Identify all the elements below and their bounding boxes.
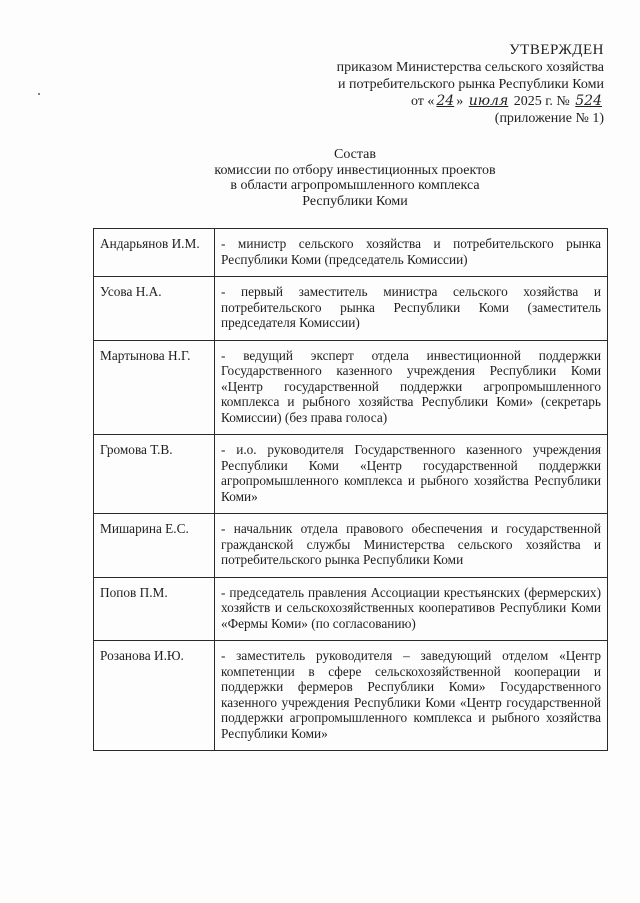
- table-row: [94, 277, 608, 341]
- member-name: Андарьянов И.М.: [94, 229, 215, 277]
- title-line-2: комиссии по отбору инвестиционных проектов: [214, 162, 496, 178]
- member-name: Попов П.М.: [94, 577, 215, 641]
- document-title: [150, 147, 560, 209]
- member-role: - ведущий эксперт отдела инвестиционной поддержки Государственного казенного учреждения Республики Коми «Центр государственной поддержки агропромышленного комплекса и рыбного хозяйства Республики Коми» (секретарь Комиссии) (без права голоса): [215, 340, 608, 435]
- table-row: [94, 514, 608, 578]
- member-role: - и.о. руководителя Государственного казенного учреждения Республики Коми «Центр государственной поддержки агропромышленного комплекса и рыбного хозяйства Республики Коми»: [215, 435, 608, 514]
- title-line-4: Республики Коми: [302, 193, 408, 209]
- order-date-line: [337, 93, 604, 110]
- date-day: 24: [436, 93, 455, 109]
- member-role: - министр сельского хозяйства и потребительского рынка Республики Коми (председатель Комиссии): [215, 229, 608, 277]
- table-row: [94, 340, 608, 435]
- title-line-1: Состав: [333, 147, 376, 162]
- table-row: [94, 641, 608, 751]
- date-year: 2025 г. №: [513, 94, 570, 109]
- title-line-3: в области агропромышленного комплекса: [230, 178, 480, 193]
- member-role: - первый заместитель министра сельского хозяйства и потребительского рынка Республики Коми (заместитель председателя Комиссии): [215, 277, 608, 341]
- appendix-label: (приложение № 1): [494, 111, 604, 126]
- member-name: Мишарина Е.С.: [94, 514, 215, 578]
- order-line-1: приказом Министерства сельского хозяйства: [336, 60, 604, 75]
- member-role: - председатель правления Ассоциации крестьянских (фермерских) хозяйств и сельскохозяйственных кооперативов Республики Коми «Фермы Коми» (по согласованию): [215, 577, 608, 641]
- table-row: [94, 229, 608, 277]
- member-role: - начальник отдела правового обеспечения и государственной гражданской службы Министерства сельского хозяйства и потребительского рынка Республики Коми: [215, 514, 608, 578]
- approval-stamp: [337, 42, 604, 127]
- commission-table: [93, 228, 608, 751]
- member-name: Мартынова Н.Г.: [94, 340, 215, 435]
- date-prefix: от «: [410, 94, 435, 109]
- table-row: [94, 435, 608, 514]
- order-line-2: и потребительского рынка Республики Коми: [338, 77, 604, 92]
- approved-heading: УТВЕРЖДЕН: [509, 42, 604, 58]
- member-name: Громова Т.В.: [94, 435, 215, 514]
- scan-speck: [38, 93, 40, 95]
- member-role: - заместитель руководителя – заведующий отделом «Центр компетенции в сфере сельскохозяйственной кооперации и поддержки фермеров Республики Коми» Государственного казенного учреждения Республики Коми «Центр государственной поддержки агропромышленного комплекса и рыбного хозяйства Республики Коми»: [215, 641, 608, 751]
- member-name: Усова Н.А.: [94, 277, 215, 341]
- table-row: [94, 577, 608, 641]
- order-number: 524: [575, 93, 602, 109]
- date-month: июля: [468, 93, 509, 109]
- date-mid: »: [456, 94, 464, 109]
- member-name: Розанова И.Ю.: [94, 641, 215, 751]
